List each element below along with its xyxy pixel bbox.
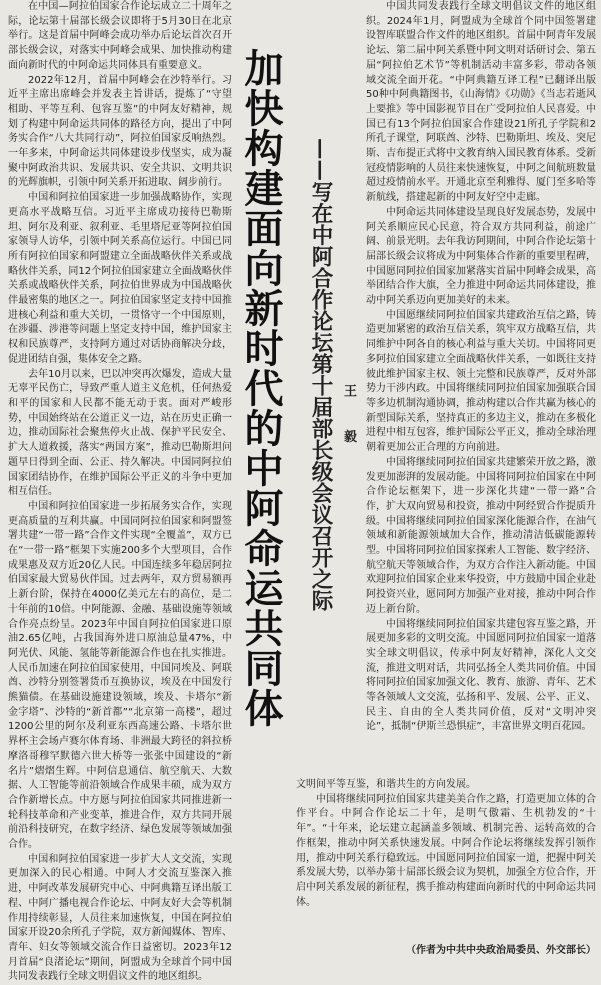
paragraph: 2022年12月，首届中阿峰会在沙特举行。习近平主席出席峰会并发表主旨讲话，提炼了“守望相助、平等互利、包容互鉴”的中阿友好精神，规划了构建中阿命运共同体的路径方向，提出了中阿务实合作“八大共同行动”，阿拉伯国家反响热烈。一年多来，中阿命运共同体建设步伐坚实，成为凝聚中阿政治共识、发展共识、安全共识、文明共识的光辉旗帜，引领中阿关系开拓进取、阔步前行。 bbox=[8, 74, 232, 189]
paragraph: 中国愿继续同阿拉伯国家共建政治互信之路，铸造更加紧密的政治互信关系，筑牢双方战略互信，共同维护中阿各自的核心利益与重大关切。中国将同更多阿拉伯国家建立全面战略伙伴关系，一如既往支持彼此维护国家主权、领土完整和民族尊严，反对外部势力干涉内政。中国将继续同阿拉伯国家加强联合国等多边机制沟通协调，推动构建以合作共赢为核心的新型国际关系，坚持真正的多边主义，推动在多极化进程中相互包容，维护国际公平正义，推动全球治理朝着更加公正合理的方向前进。 bbox=[366, 309, 596, 454]
article-title: 加快构建面向新时代的中阿命运共同体 bbox=[238, 48, 283, 728]
left-column bbox=[8, 0, 232, 983]
right-column bbox=[366, 0, 596, 776]
paragraph: 中国将继续同阿拉伯国家共建美美合作之路，打造更加立体的合作平台。中阿合作论坛二十年，是明气傲霜、生机勃发的“十年”。“十年来，论坛建立起涵盖多领域、机制完善、运转高效的合作框架，推动中阿关系快速发展。中阿合作论坛将继续发挥引领作用，推动中阿关系行稳致远。中国愿同阿拉伯国家一道，把握中阿关系发展大势，以举办第十届部长级会议为契机，加强全方位合作，开启中阿关系发展的新征程，携手推动构建面向新时代的中阿命运共同体。 bbox=[296, 793, 596, 908]
paragraph: 中国将继续同阿拉伯国家共建繁荣开放之路，激发更加澎湃的发展动能。中国将同阿拉伯国家在中阿合作论坛框架下，进一步深化共建“一带一路”合作，扩大双向贸易和投资，推动中阿经贸合作提质升级。中国将继续同阿拉伯国家深化能源合作，在油气领域和新能源领域加大合作，推动清洁低碳能源转型。中国将同阿拉伯国家探索人工智能、数字经济、航空航天等领域合作，为双方合作注入新动能。中国欢迎阿拉伯国家企业来华投资，中方鼓励中国企业赴阿投资兴业，愿同阿方加强产业对接，推动中阿合作迈上新台阶。 bbox=[366, 456, 596, 615]
author-byline: （作者为中共中央政治局委员、外交部长） bbox=[406, 945, 596, 956]
article-author: 王 毅 bbox=[341, 384, 356, 457]
paragraph: 中国和阿拉伯国家进一步扩大人文交流，实现更加深入的民心相通。中阿人才交流互鉴深入推进，中阿改革发展研究中心、中阿典籍互译出版工程、中阿广播电视合作论坛、中阿友好大会等机制作用持续彰显，人员往来加速恢复，中国在阿拉伯国家开设20余所孔子学院，双方新闻媒体、智库、青年、妇女等领域交流合作日益密切。2023年12月首届“良渚论坛”期间，阿盟成为全球首个同中国共同发表践行全球文明倡议文件的地区组织。 bbox=[8, 853, 232, 983]
paragraph: 中阿命运共同体建设呈现良好发展态势，发展中阿关系顺应民心民意，符合双方共同利益，前途广阔、前景光明。去年我访阿期间，中阿合作论坛第十届部长级会议将成为中阿集体合作新的重要里程碑，中国愿同阿拉伯国家加紧落实首届中阿峰会成果，高举团结合作大旗，全力推进中阿命运共同体建设，推动中阿关系迈向更加美好的未来。 bbox=[366, 206, 596, 307]
paragraph: 中国和阿拉伯国家进一步加强战略协作，实现更高水平战略互信。习近平主席成功接待巴勒斯坦、阿尔及利亚、叙利亚、毛里塔尼亚等阿拉伯国家领导人访华，引领中阿关系高位运行。中国已同所有阿拉伯国家和阿盟建立全面战略伙伴关系或战略伙伴关系，同12个阿拉伯国家建立全面战略伙伴关系或战略伙伴关系，阿拉伯世界成为中国战略伙伴最密集的地区之一。阿拉伯国家坚定支持中国推进核心利益和重大关切，一贯恪守一个中国原则，在涉疆、涉港等问题上坚定支持中国，维护国家主权和民族尊严，支持阿方通过对话协商解决分歧，促进团结自强，集体安全之路。 bbox=[8, 192, 232, 365]
paragraph: 中国共同发表践行全球文明倡议文件的地区组织。2024年1月，阿盟成为全球首个同中国签署建设智库联盟合作文件的地区组织。首届中阿青年发展论坛、第二届中阿关系暨中阿文明对话研讨会、第五届“阿拉伯艺术节”等机制活动丰富多彩，带动各领域交流全面开花。“中阿典籍互译工程”已翻译出版50种中阿典籍图书，《山海情》《功勋》《当志若逝风上要推》等中国影视节目在广受阿拉伯人民喜爱。中国已有13个阿拉伯国家合作建设21所孔子学院和2所孔子课堂，阿联酋、沙特、巴勒斯坦、埃及、突尼斯、吉布提正式将中文教育纳入国民教育体系。受新冠疫情影响的人员往来快速恢复，中阿之间航班数量超过疫情前水平。开通北京至利雅得、厦门至多哈等新航线，搭建起新的中阿友好空中走廊。 bbox=[366, 1, 596, 204]
bottom-text-block bbox=[296, 778, 596, 944]
paragraph: 去年10月以来，巴以冲突再次爆发，造成大量无辜平民伤亡，导致严重人道主义危机，任何热爱和平的国家和人民都不能无动于衷。面对严峻形势，中国始终站在公道正义一边，站在历史正确一边，推动国际社会聚焦停火止战、保护平民安全、扩大人道救援，落实“两国方案”，推动巴勒斯坦问题早日得到全面、公正、持久解决。中国同阿拉伯国家团结协作，在维护国际公平正义的斗争中更加相互信任。 bbox=[8, 368, 232, 498]
paragraph: 文明间平等互鉴，和谐共生的方向发展。 bbox=[296, 779, 476, 790]
paragraph: 在中国—阿拉伯国家合作论坛成立二十周年之际，论坛第十届部长级会议即将于5月30日在北京举行。这是首届中阿峰会成功举办后论坛首次召开部长级会议，对落实中阿峰会成果、加快推动构建面向新时代的中阿命运共同体具有重要意义。 bbox=[8, 1, 232, 71]
paragraph: 中国和阿拉伯国家进一步拓展务实合作，实现更高质量的互利共赢。中国同阿拉伯国家和阿盟签署共建“一带一路”合作文件实现“全覆盖”，双方已在“一带一路”框架下实施200多个大型项目，合作成果惠及双方近20亿人民。中国连续多年稳居阿拉伯国家最大贸易伙伴国。过去两年，双方贸易额再上新台阶，保持在4000亿美元左右的高位，是二十年前的10倍。中阿能源、金融、基础设施等领域合作亮点纷呈。2023年中国自阿拉伯国家进口原油2.65亿吨，占我国海外进口原油总量47%，中阿光伏、风能、氢能等新能源合作也在扎实推进。人民币加速在阿拉伯国家使用，中国同埃及、阿联酋、沙特分别签署货币互换协议，埃及在中国发行熊猫债。在基础设施建设领域，埃及、卡塔尔“新金字塔”、沙特的“新首都”“北京第一高楼”，超过1200公里的阿尔及利亚东西高速公路、卡塔尔世界杯主会场卢赛尔体育场、非洲最大跨径的斜拉桥摩洛哥穆罕默德六世大桥等一张张中国建设的“新名片”熠熠生辉。中阿信息通信、航空航天、大数据、人工智能等前沿领域合作成果丰硕，成为双方合作新增长点。中方愿与阿拉伯国家共同推进新一轮科技革命和产业变革，推进合作，双方共同开展前沿科技研究，在数字经济、绿色发展等领域加强合作。 bbox=[8, 500, 232, 851]
article-subtitle: ——写在中阿合作论坛第十届部长级会议召开之际 bbox=[308, 138, 333, 611]
paragraph: 中国将继续同阿拉伯国家共建包容互鉴之路，开展更加多彩的文明交流。中国愿同阿拉伯国家一道落实全球文明倡议，传承中阿友好精神，深化人文交流，推进文明对话，共同弘扬全人类共同价值。中国将同阿拉伯国家加强文化、教育、旅游、青年、艺术等各领域人文交流，弘扬和平、发展、公平、正义、民主、自由的全人类共同价值，反对“文明冲突论”，抵制“伊斯兰恐惧症”，丰富世界文明百花园。 bbox=[366, 618, 596, 733]
